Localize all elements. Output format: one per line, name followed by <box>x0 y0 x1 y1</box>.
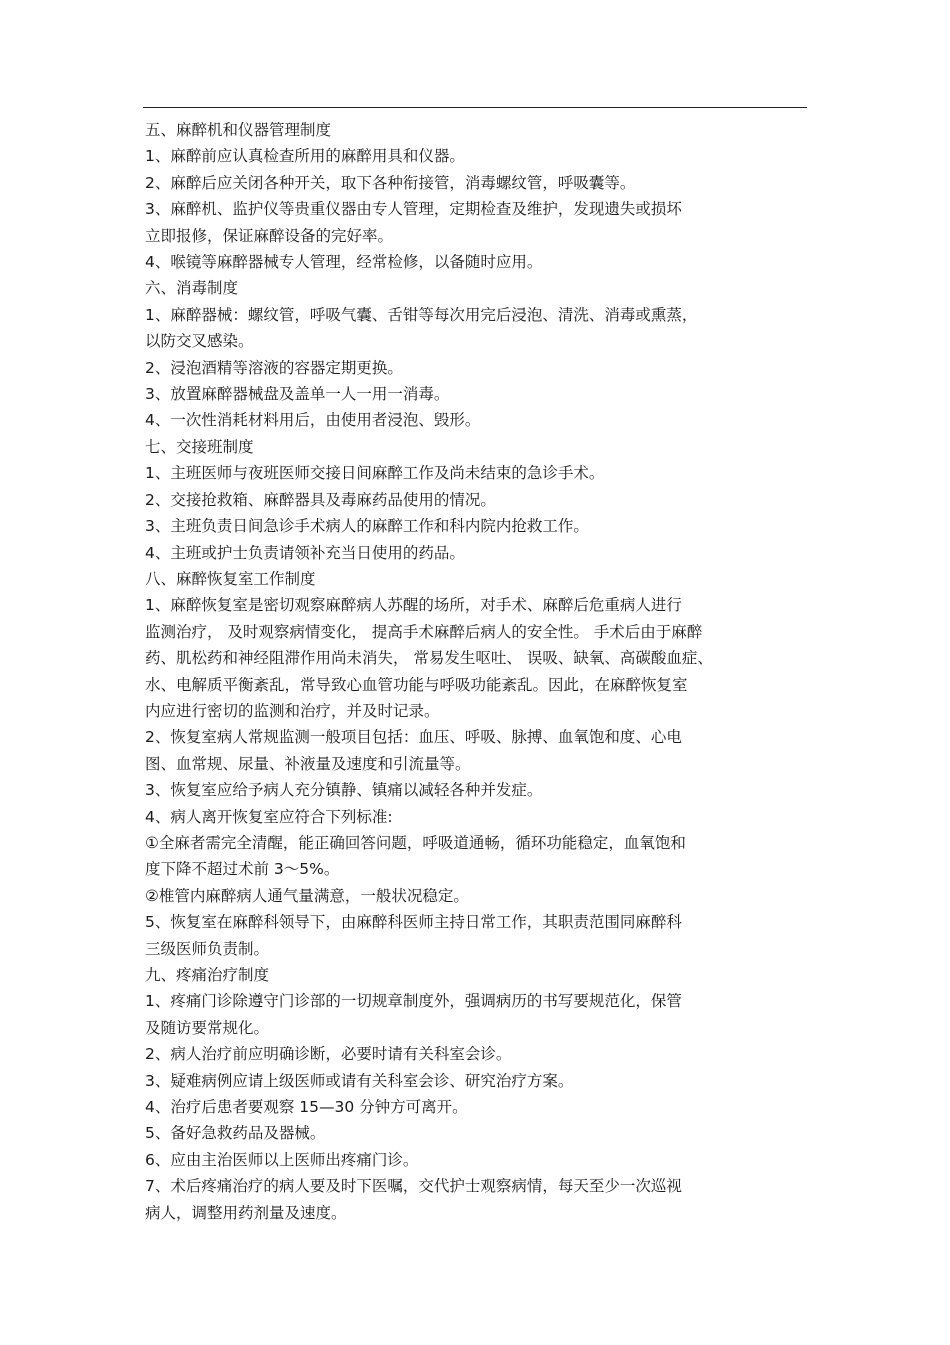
section-heading-7: 七、交接班制度 <box>145 437 254 456</box>
text-line: 图、血常规、尿量、补液量及速度和引流量等。 <box>145 754 471 773</box>
text-line: ①全麻者需完全清醒，能正确回答问题，呼吸道通畅，循环功能稳定，血氧饱和 <box>145 833 686 852</box>
text-line: 3、主班负责日间急诊手术病人的麻醉工作和科内院内抢救工作。 <box>145 517 589 536</box>
text-line: 3、疑难病例应请上级医师或请有关科室会诊、研究治疗方案。 <box>145 1071 574 1090</box>
text-line: 3、麻醉机、监护仪等贵重仪器由专人管理，定期检查及维护，发现遗失或损坏 <box>145 200 682 219</box>
text-line: 三级医师负责制。 <box>145 939 270 958</box>
text-line: 7、术后疼痛治疗的病人要及时下医嘱，交代护士观察病情，每天至少一次巡视 <box>145 1177 682 1196</box>
text-line: 6、应由主治医师以上医师出疼痛门诊。 <box>145 1150 419 1169</box>
text-line: 2、病人治疗前应明确诊断，必要时请有关科室会诊。 <box>145 1045 512 1064</box>
text-line: 药、肌松药和神经阻滞作用尚未消失， 常易发生呕吐、 误吸、缺氧、高碳酸血症、 <box>145 649 713 668</box>
text-line: 4、一次性消耗材料用后，由使用者浸泡、毁形。 <box>145 411 481 430</box>
text-line: 1、麻醉器械：螺纹管，呼吸气囊、舌钳等每次用完后浸泡、清洗、消毒或熏蒸， <box>145 305 698 324</box>
text-line: 2、交接抢救箱、麻醉器具及毒麻药品使用的情况。 <box>145 490 496 509</box>
section-heading-8: 八、麻醉恢复室工作制度 <box>145 569 316 588</box>
text-line: 5、恢复室在麻醉科领导下，由麻醉科医师主持日常工作，其职责范围同麻醉科 <box>145 913 682 932</box>
text-line: 1、麻醉恢复室是密切观察麻醉病人苏醒的场所，对手术、麻醉后危重病人进行 <box>145 596 682 615</box>
text-line: 2、浸泡酒精等溶液的容器定期更换。 <box>145 358 403 377</box>
text-line: 4、主班或护士负责请领补充当日使用的药品。 <box>145 543 465 562</box>
text-line: 1、疼痛门诊除遵守门诊部的一切规章制度外，强调病历的书写要规范化，保管 <box>145 992 682 1011</box>
text-line: 2、麻醉后应关闭各种开关，取下各种衔接管，消毒螺纹管，呼吸囊等。 <box>145 173 636 192</box>
document-body <box>145 117 805 1226</box>
text-line: 4、治疗后患者要观察 15—30 分钟方可离开。 <box>145 1098 468 1117</box>
text-line: 4、病人离开恢复室应符合下列标准: <box>145 807 393 826</box>
text-line: ②椎管内麻醉病人通气量满意，一般状况稳定。 <box>145 886 469 905</box>
text-line: 病人，调整用药剂量及速度。 <box>145 1203 347 1222</box>
text-line: 2、恢复室病人常规监测一般项目包括：血压、呼吸、脉搏、血氧饱和度、心电 <box>145 728 682 747</box>
text-line: 3、恢复室应给予病人充分镇静、镇痛以减轻各种并发症。 <box>145 781 543 800</box>
text-line: 度下降不超过术前 3～5%。 <box>145 860 340 879</box>
section-heading-6: 六、消毒制度 <box>145 279 239 298</box>
text-line: 1、麻醉前应认真检查所用的麻醉用具和仪器。 <box>145 147 465 166</box>
text-line: 及随访要常规化。 <box>145 1018 270 1037</box>
text-line: 内应进行密切的监测和治疗，并及时记录。 <box>145 701 440 720</box>
text-line: 3、放置麻醉器械盘及盖单一人一用一消毒。 <box>145 385 450 404</box>
text-line: 监测治疗， 及时观察病情变化， 提高手术麻醉后病人的安全性。 手术后由于麻醉 <box>145 622 703 641</box>
text-line: 4、喉镜等麻醉器械专人管理，经常检修，以备随时应用。 <box>145 253 543 272</box>
text-line: 1、主班医师与夜班医师交接日间麻醉工作及尚未结束的急诊手术。 <box>145 464 605 483</box>
text-line: 以防交叉感染。 <box>145 332 254 351</box>
text-line: 水、电解质平衡紊乱，常导致心血管功能与呼吸功能紊乱。因此，在麻醉恢复室 <box>145 675 688 694</box>
text-line: 立即报修，保证麻醉设备的完好率。 <box>145 226 394 245</box>
header-rule <box>143 107 807 108</box>
section-heading-9: 九、疼痛治疗制度 <box>145 966 270 984</box>
text-line: 5、备好急救药品及器械。 <box>145 1124 326 1143</box>
section-heading-5: 五、麻醉机和仪器管理制度 <box>145 121 332 139</box>
